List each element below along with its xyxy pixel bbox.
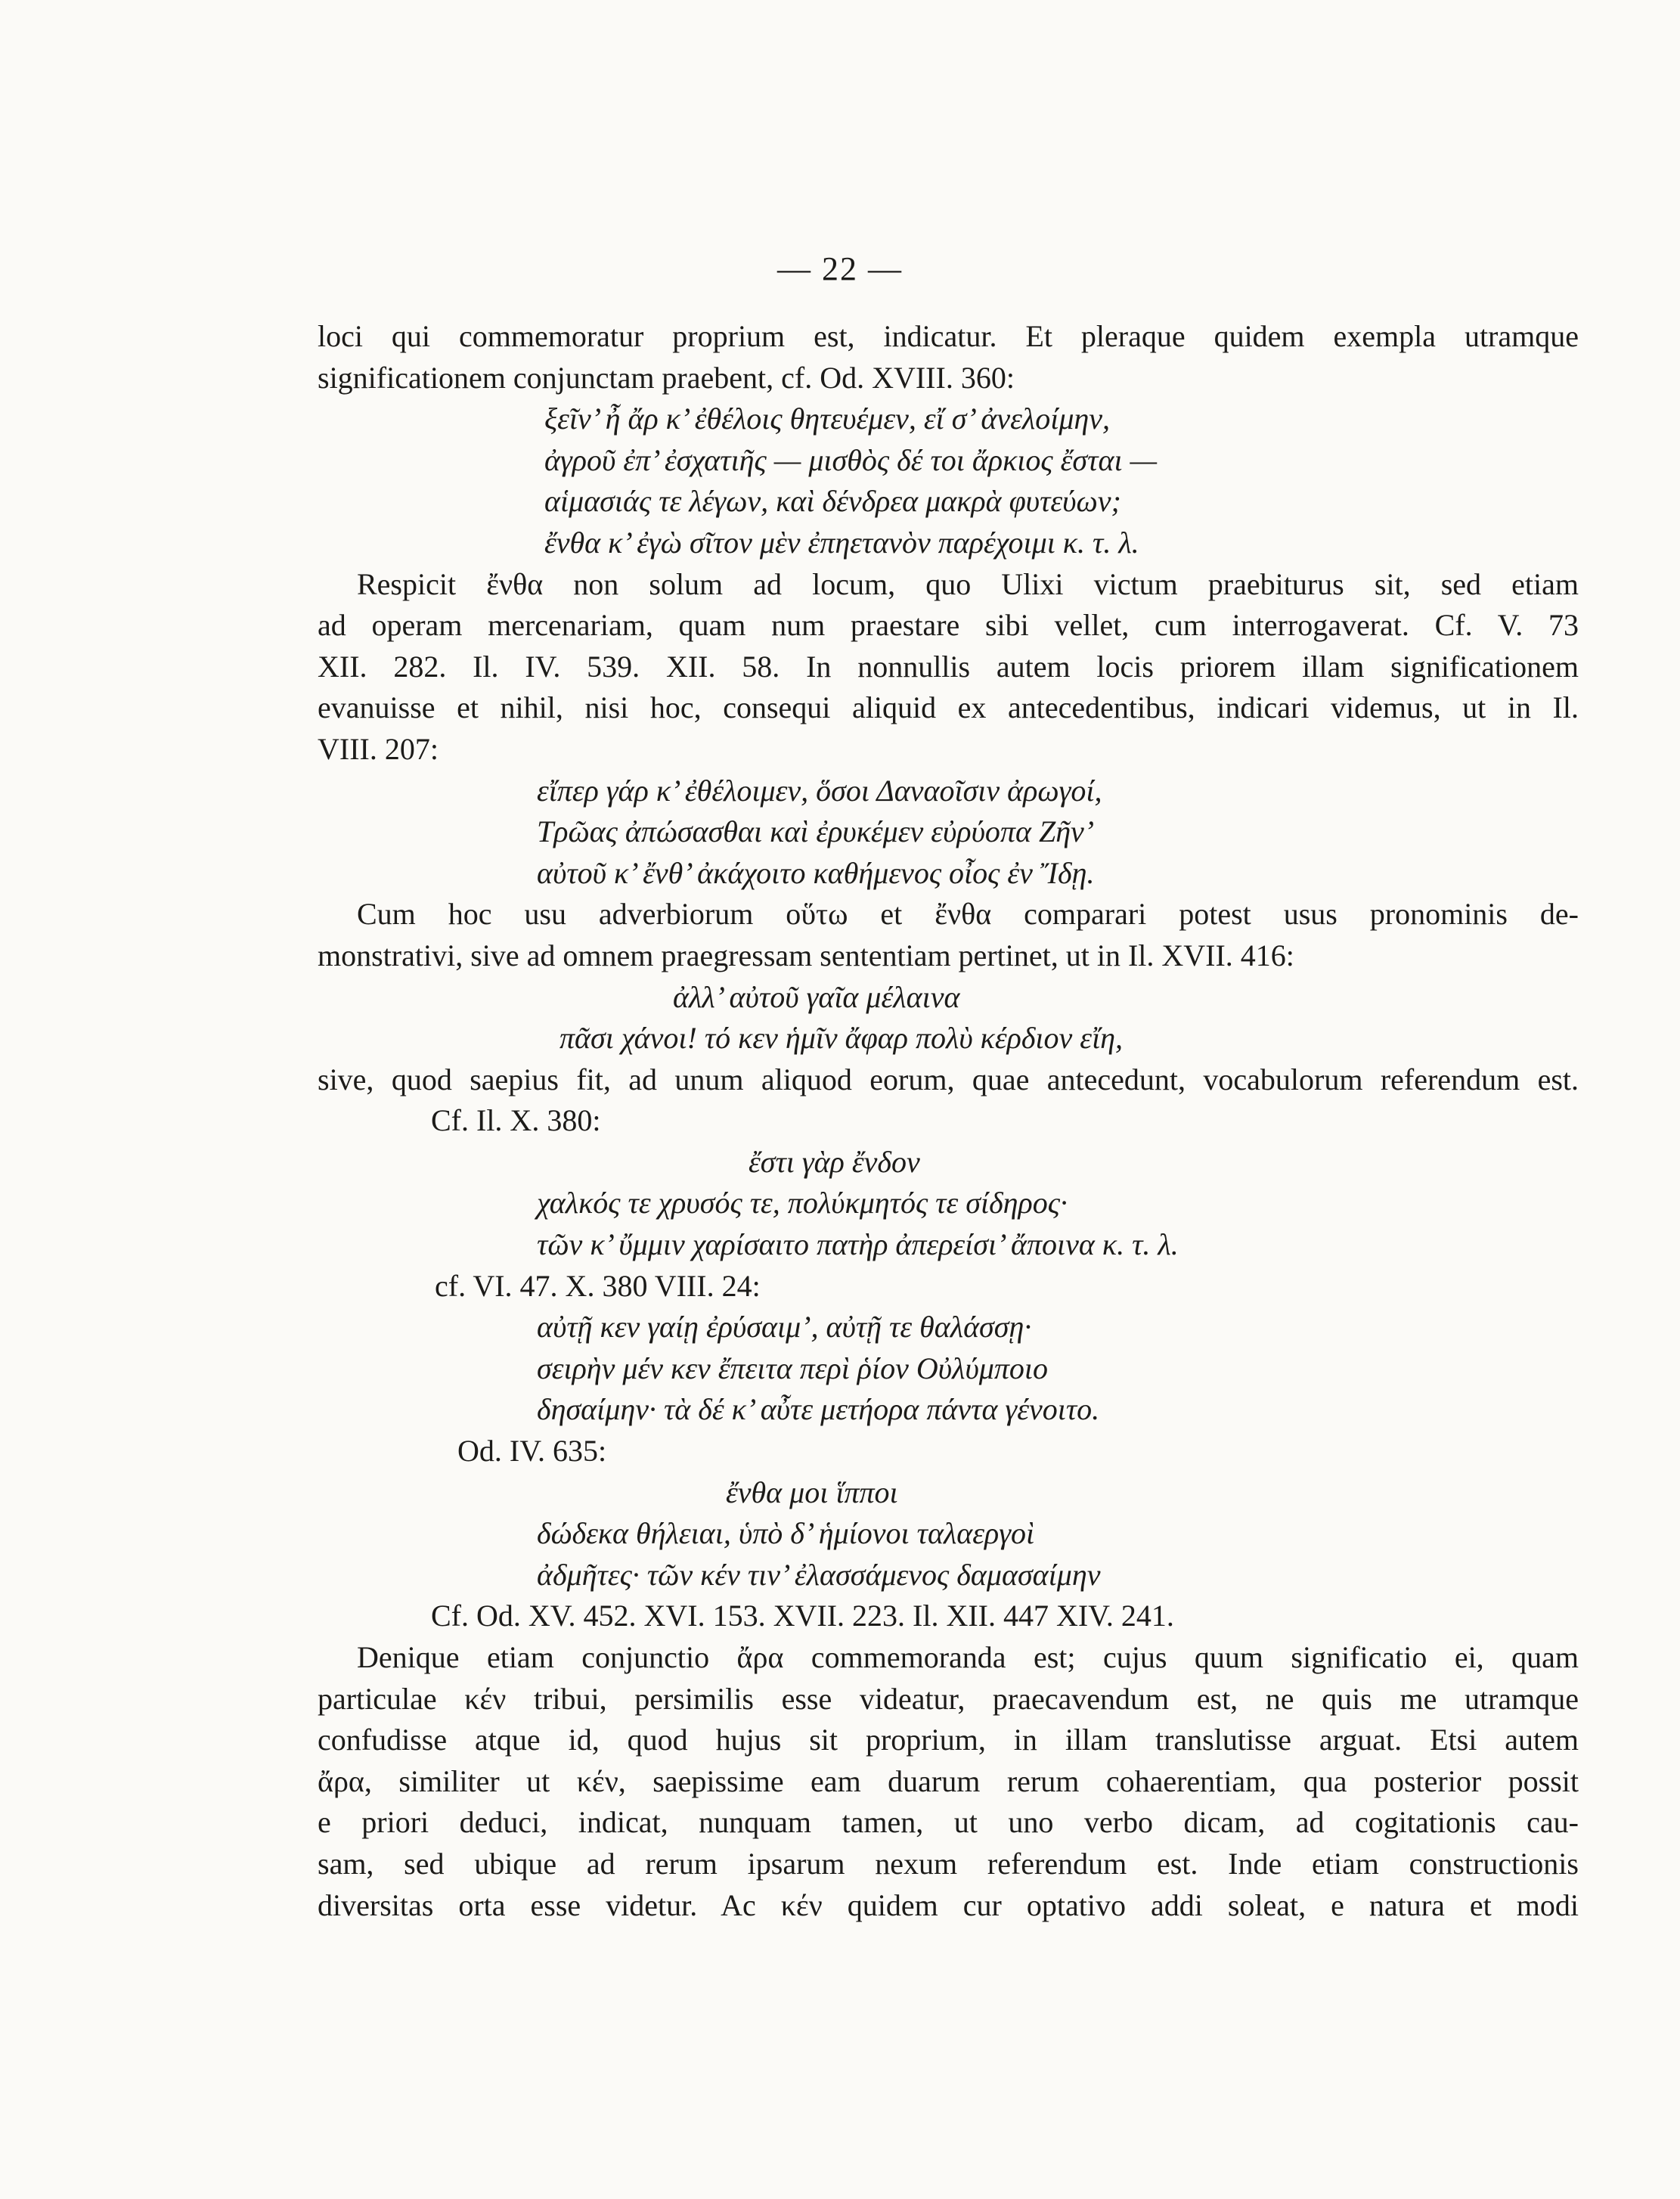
text-line: sam, sed ubique ad rerum ipsarum nexum referendum est. Inde etiam constructionis (318, 1846, 1579, 1881)
text-line: cf. VI. 47. X. 380 VIII. 24: (435, 1268, 761, 1303)
text-line: loci qui commemoratur proprium est, indicatur. Et pleraque quidem exempla utramque (318, 319, 1579, 353)
text-line: monstrativi, sive ad omnem praegressam sententiam pertinet, ut in Il. XVII. 416: (318, 938, 1294, 972)
text-line: Od. IV. 635: (457, 1434, 607, 1469)
text-line: Cum hoc usu adverbiorum οὕτω et ἔνθα comparari potest usus pronominis de- (357, 897, 1579, 932)
verse-line: αὐτοῦ κ’ ἔνθ’ ἀκάχοιτο καθήμενος οἶος ἐν Ἴδῃ. (537, 855, 1095, 890)
text-line: e priori deduci, indicat, nunquam tamen, ut uno verbo dicam, ad cogitationis cau- (318, 1805, 1579, 1840)
verse-line: ξεῖν’ ἦ ἄρ κ’ ἐθέλοις θητευέμεν, εἴ σ’ ἀνελοίμην, (544, 402, 1111, 436)
verse-line: πᾶσι χάνοι! τό κεν ἡμῖν ἄφαρ πολὺ κέρδιον εἴη, (559, 1021, 1124, 1056)
verse-line: χαλκός τε χρυσός τε, πολύκμητός τε σίδηρος· (537, 1186, 1068, 1220)
text-line: Denique etiam conjunctio ἄρα commemoranda est; cujus quum significatio ei, quam (357, 1640, 1579, 1674)
text-line: particulae κέν tribui, persimilis esse videatur, praecavendum est, ne quis me utramque (318, 1681, 1579, 1716)
text-line: evanuisse et nihil, nisi hoc, consequi aliquid ex antecedentibus, indicari videmus, ut in Il. (318, 690, 1579, 725)
verse-line: δώδεκα θήλειαι, ὑπὸ δ’ ἡμίονοι ταλαεργοὶ (537, 1516, 1035, 1551)
verse-line: ἀδμῆτες· τῶν κέν τιν’ ἐλασσάμενος δαμασαίμην (537, 1557, 1101, 1592)
verse-line: αἱμασιάς τε λέγων, καὶ δένδρεα μακρὰ φυτεύων; (544, 484, 1121, 519)
verse-line: αὐτῇ κεν γαίῃ ἐρύσαιμ’, αὐτῇ τε θαλάσσῃ· (537, 1310, 1032, 1345)
text-line: confudisse atque id, quod hujus sit proprium, in illam translutisse arguat. Etsi autem (318, 1723, 1579, 1757)
verse-line: δησαίμην· τὰ δέ κ’ αὖτε μετήορα πάντα γένοιτο. (537, 1392, 1100, 1427)
verse-line: ἔνθα κ’ ἐγὼ σῖτον μὲν ἐπηετανὸν παρέχοιμι κ. τ. λ. (544, 525, 1139, 560)
text-line: Cf. Od. XV. 452. XVI. 153. XVII. 223. Il. XII. 447 XIV. 241. (431, 1599, 1174, 1633)
verse-line: ἔνθα μοι ἵπποι (726, 1475, 898, 1509)
text-line: diversitas orta esse videtur. Ac κέν quidem cur optativo addi soleat, e natura et modi (318, 1887, 1579, 1922)
page-body (318, 316, 1579, 1926)
text-line: XII. 282. Il. IV. 539. XII. 58. In nonnullis autem locis priorem illam significationem (318, 649, 1579, 684)
verse-line: σειρὴν μέν κεν ἔπειτα περὶ ῥίον Οὐλύμποιο (537, 1351, 1049, 1385)
text-line: ἄρα, similiter ut κέν, saepissime eam duarum rerum cohaerentiam, qua posterior possit (318, 1763, 1579, 1798)
text-line: VIII. 207: (318, 731, 439, 766)
text-line: sive, quod saepius fit, ad unum aliquod eorum, quae antecedunt, vocabulorum referendum est. (318, 1062, 1579, 1096)
verse-line: τῶν κ’ ὔμμιν χαρίσαιτο πατὴρ ἀπερείσι’ ἄποινα κ. τ. λ. (537, 1227, 1179, 1262)
text-line: significationem conjunctam praebent, cf. Od. XVIII. 360: (318, 360, 1015, 395)
verse-line: εἴπερ γάρ κ’ ἐθέλοιμεν, ὅσοι Δαναοῖσιν ἀρωγοί, (537, 773, 1102, 808)
verse-line: ἀγροῦ ἐπ’ ἐσχατιῆς — μισθὸς δέ τοι ἄρκιος ἔσται — (544, 442, 1158, 477)
verse-line: ἔστι γὰρ ἔνδον (749, 1144, 920, 1179)
text-line: Respicit ἔνθα non solum ad locum, quo Ulixi victum praebiturus sit, sed etiam (357, 566, 1579, 601)
page-number: — 22 — (777, 250, 903, 287)
text-line: Cf. Il. X. 380: (431, 1103, 601, 1138)
verse-line: Τρῶας ἀπώσασθαι καὶ ἐρυκέμεν εὐρύοπα Ζῆν’ (537, 814, 1095, 849)
text-line: ad operam mercenariam, quam num praestare sibi vellet, cum interrogaverat. Cf. V. 73 (318, 608, 1579, 643)
verse-line: ἀλλ’ αὐτοῦ γαῖα μέλαινα (673, 979, 960, 1014)
